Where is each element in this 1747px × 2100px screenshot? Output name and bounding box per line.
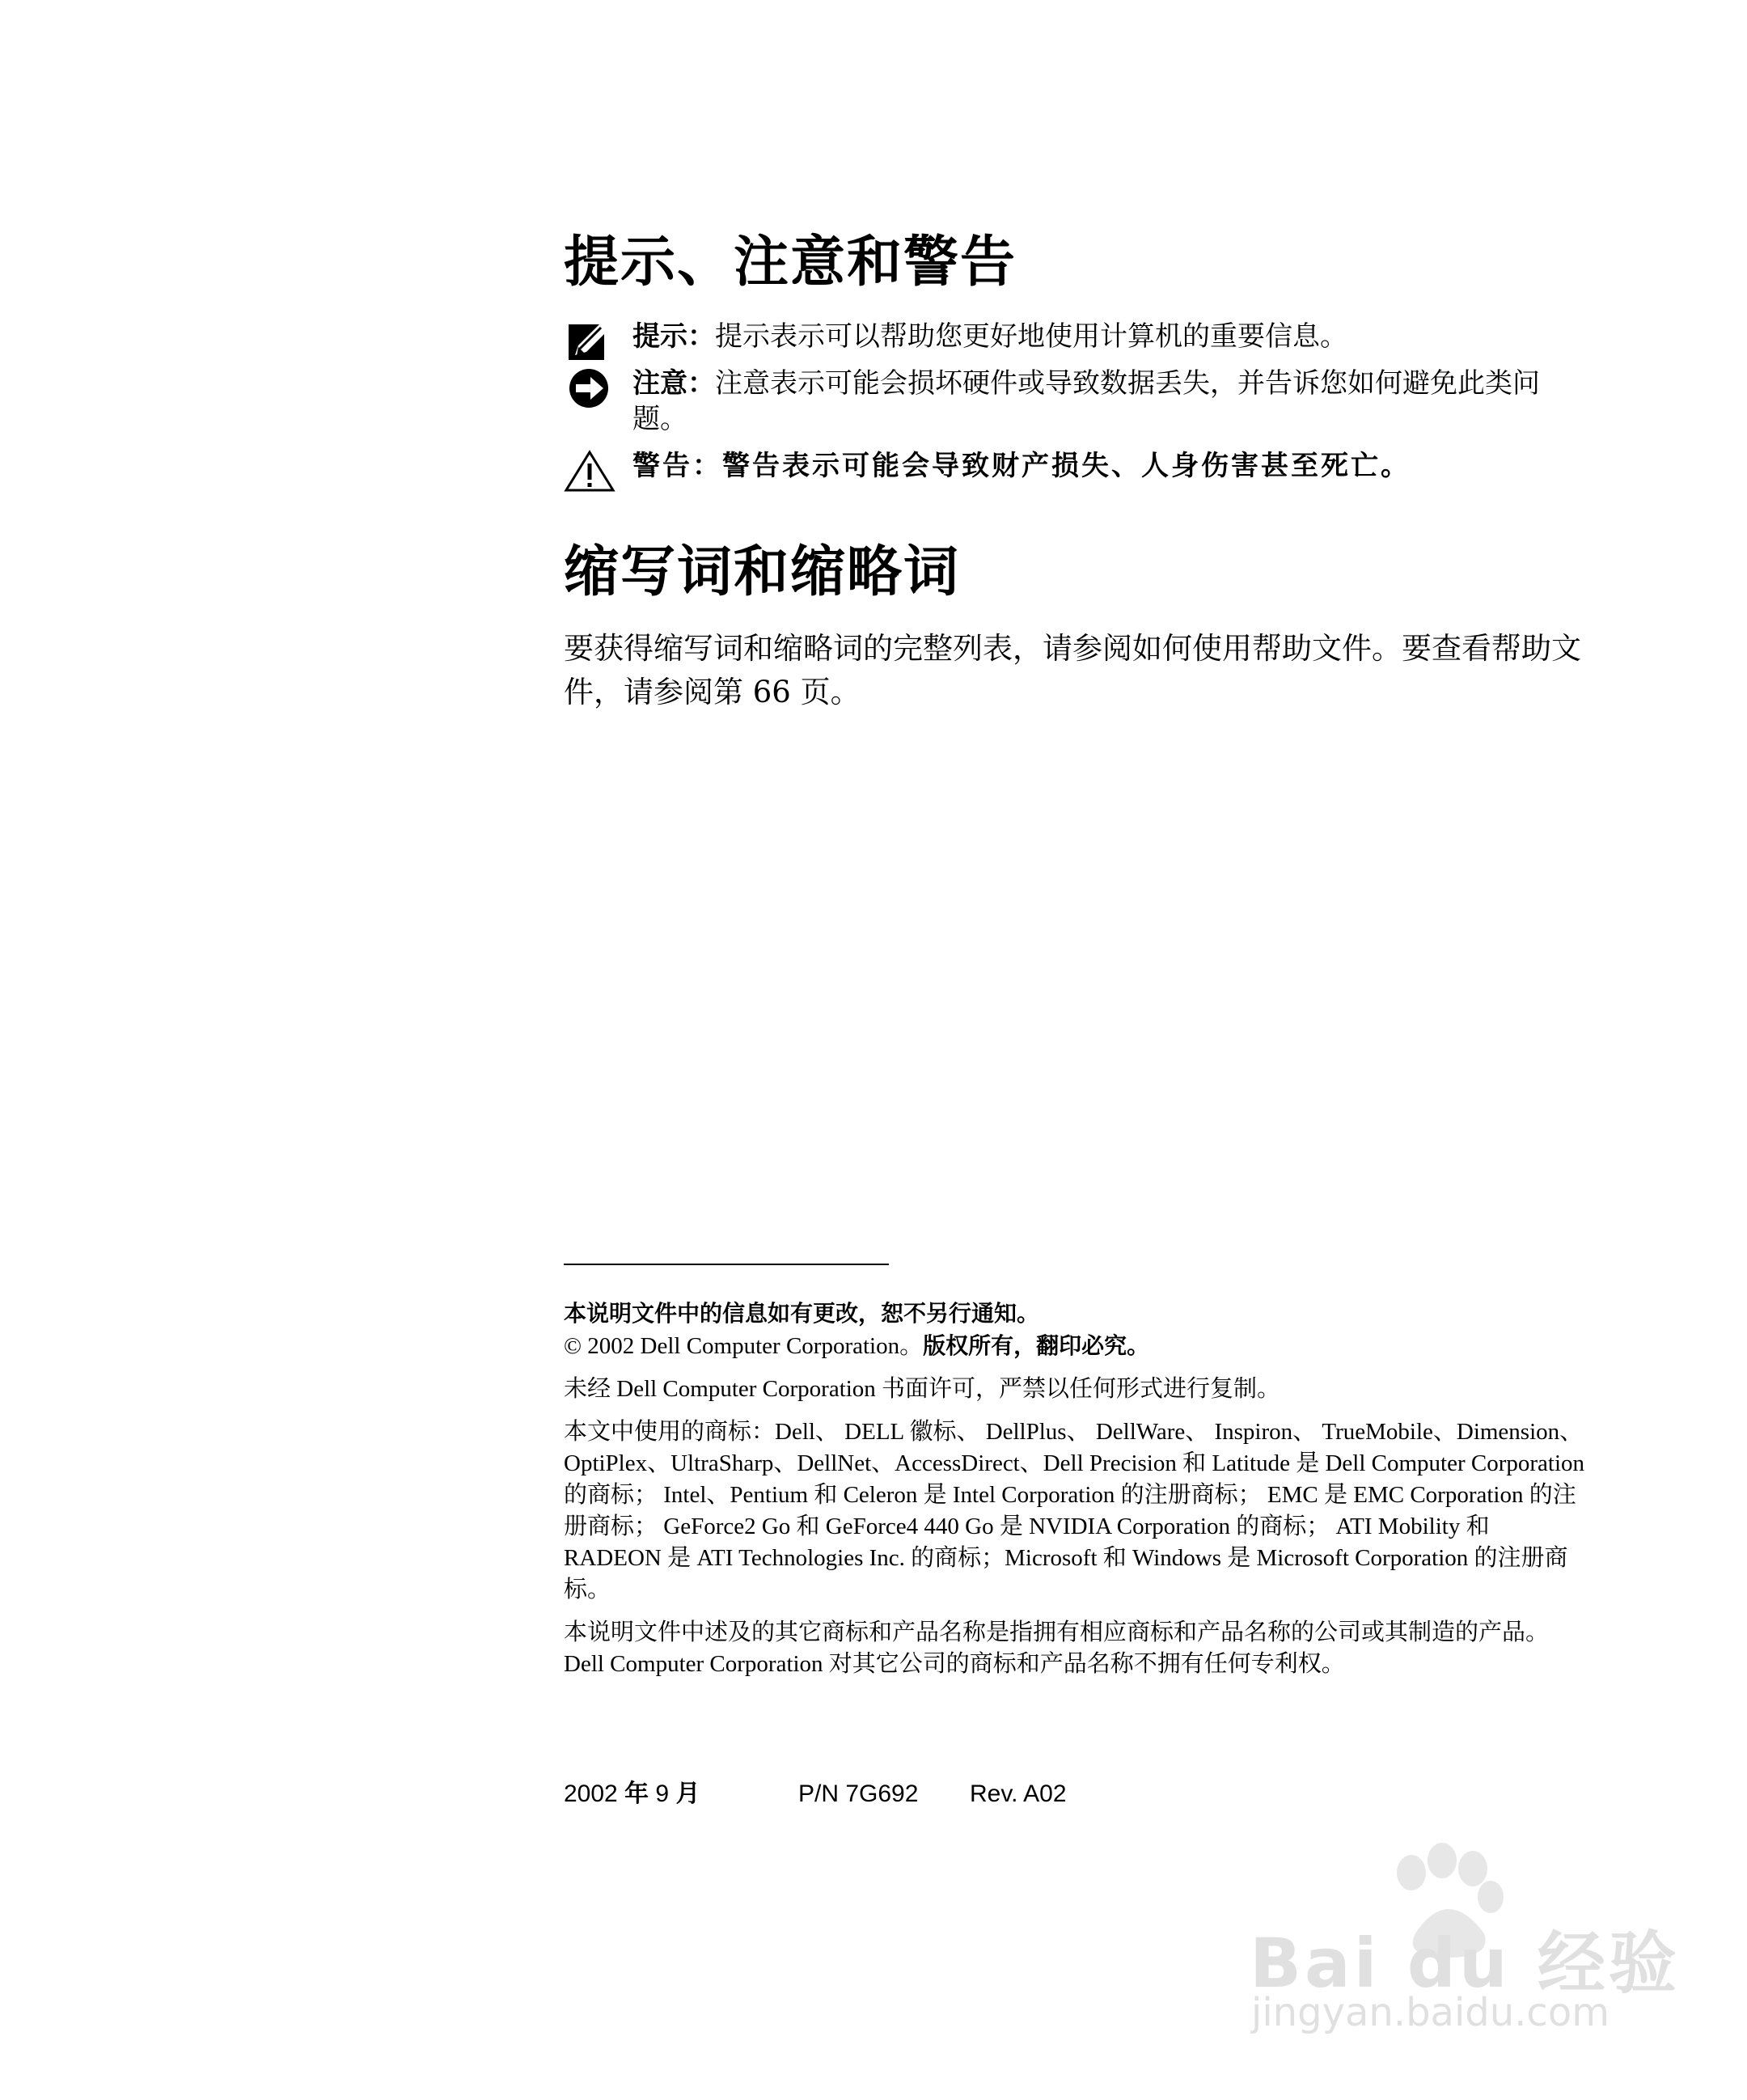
revision: Rev. A02 bbox=[970, 1780, 1067, 1807]
heading-abbreviations: 缩写词和缩略词 bbox=[564, 540, 961, 604]
trademarks-notice: 本文中使用的商标：Dell、 DELL 徽标、 DellPlus、 DellWare、 Inspiron、 TrueMobile、Dimension、OptiPlex、UltraSharp、DellNet、AccessDirect、Dell Precision 和 Latitude 是 Dell Computer Corporation 的商标； Intel、Pentium 和 Celeron 是 Intel Corporation 的注册商标； EMC 是 EMC Corporation 的注册商标； GeForce2 Go 和 GeForce4 440 Go 是 NVIDIA Corporation 的商标； ATI Mobility 和 RADEON 是 ATI Technologies Inc. 的商标；Microsoft 和 Windows 是 Microsoft Corporation 的注册商标。 bbox=[564, 1419, 1585, 1603]
copyright-line: © 2002 Dell Computer Corporation。 bbox=[564, 1333, 924, 1359]
note-text: 提示表示可以帮助您更好地使用计算机的重要信息。 bbox=[715, 320, 1347, 353]
notice-label: 注意： bbox=[632, 367, 715, 400]
watermark-url: jingyan.baidu.com bbox=[1251, 1990, 1610, 2035]
note-label: 提示： bbox=[632, 320, 715, 353]
arrow-circle-icon bbox=[564, 367, 615, 409]
page-content bbox=[564, 218, 1589, 714]
caution-block bbox=[564, 448, 1589, 484]
heading-notes-notices-cautions: 提示、注意和警告 bbox=[564, 231, 1017, 294]
publication-date: 2002 年 9 月 bbox=[564, 1780, 700, 1808]
note-block bbox=[564, 319, 1589, 354]
other-trademarks-notice: 本说明文件中述及的其它商标和产品名称是指拥有相应商标和产品名称的公司或其制造的产品。 Dell Computer Corporation 对其它公司的商标和产品名称不拥有任何专利权。 bbox=[564, 1619, 1550, 1677]
notice-text: 注意表示可能会损坏硬件或导致数据丢失，并告诉您如何避免此类问题。 bbox=[632, 367, 1540, 435]
baidu-paw-icon bbox=[1242, 1836, 1662, 2039]
reproduction-notice: 未经 Dell Computer Corporation 书面许可，严禁以任何形式进行复制。 bbox=[564, 1376, 1281, 1402]
publication-line bbox=[564, 1778, 1067, 1810]
warning-triangle-icon bbox=[564, 450, 615, 492]
footnotes bbox=[564, 1298, 1589, 1691]
footnote-divider bbox=[564, 1264, 889, 1265]
part-number: P/N 7G692 bbox=[798, 1780, 919, 1807]
how-to-use-link-text: 如何使用 bbox=[1132, 631, 1252, 666]
baidu-watermark bbox=[1242, 1836, 1680, 2039]
pencil-note-icon bbox=[564, 320, 615, 362]
watermark-brand: Bai du 经验 bbox=[1250, 1924, 1680, 2003]
abbreviations-paragraph bbox=[564, 627, 1589, 714]
caution-label: 警告： bbox=[632, 450, 722, 482]
info-change-notice: 本说明文件中的信息如有更改，恕不另行通知。 bbox=[564, 1300, 1040, 1327]
rights-reserved: 版权所有，翻印必究。 bbox=[923, 1332, 1150, 1359]
para-after: 帮助文件。要查看帮助文件，请参阅第 66 页。 bbox=[564, 631, 1581, 709]
caution-text: 警告表示可能会导致财产损失、人身伤害甚至死亡。 bbox=[722, 450, 1411, 482]
para-before: 要获得缩写词和缩略词的完整列表，请参阅 bbox=[564, 631, 1132, 666]
notice-block bbox=[564, 366, 1589, 437]
